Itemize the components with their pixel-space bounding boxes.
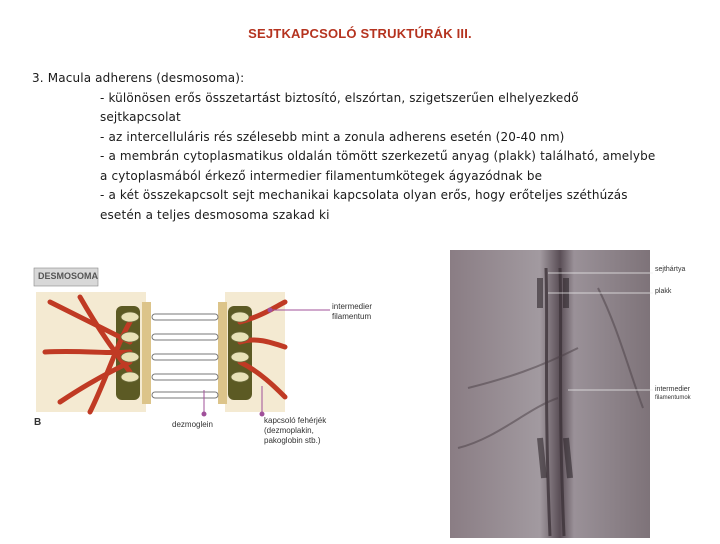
slide-body — [32, 69, 702, 225]
cadherin-links — [152, 314, 218, 398]
body-line-3: - az intercelluláris rés szélesebb mint a zonula adherens esetén (20-40 nm) — [100, 129, 565, 144]
label-intermedier-1: intermedier — [655, 386, 691, 393]
desmosome-illustration — [30, 262, 400, 442]
desmosome-diagram — [30, 262, 400, 445]
body-line-2: sejtkapcsolat — [100, 110, 181, 124]
label-filament-1: intermedier — [332, 302, 373, 311]
label-kapcsolo-2: (dezmoplakin, — [264, 426, 314, 435]
label-kapcsolo-3: pakoglobin stb.) — [264, 436, 321, 445]
panel-letter: B — [34, 417, 42, 428]
membrane-left — [142, 302, 151, 404]
body-line-1: - különösen erős összetartást biztosító, elszórtan, szigetszerűen elhelyezkedő — [100, 90, 579, 105]
body-line-7: esetén a teljes desmosoma szakad ki — [100, 207, 330, 222]
label-plakk: plakk — [655, 288, 672, 295]
electron-micrograph — [448, 248, 708, 540]
label-kapcsolo-1: kapcsoló fehérjék — [264, 416, 327, 425]
body-line-5: a cytoplasmából érkező intermedier filamentumkötegek ágyazódnak be — [100, 168, 543, 183]
label-intermedier-2: filamentumok — [655, 395, 691, 401]
diagram-heading: DESMOSOMA — [38, 271, 99, 281]
body-line-4: - a membrán cytoplasmatikus oldalán tömött szerkezetű anyag (plakk) található, amelybe — [100, 149, 656, 163]
label-sejthartya: sejthártya — [655, 266, 686, 273]
body-line-6: - a két összekapcsolt sejt mechanikai kapcsolata olyan erős, hogy erőteljes széthúzás — [100, 188, 628, 202]
label-dezmoglein: dezmoglein — [172, 420, 213, 429]
body-heading: 3. Macula adherens (desmosoma): — [32, 71, 245, 85]
label-filament-2: filamentum — [332, 312, 372, 321]
membrane-right — [218, 302, 227, 404]
slide-title: SEJTKAPCSOLÓ STRUKTÚRÁK III. — [248, 26, 472, 41]
